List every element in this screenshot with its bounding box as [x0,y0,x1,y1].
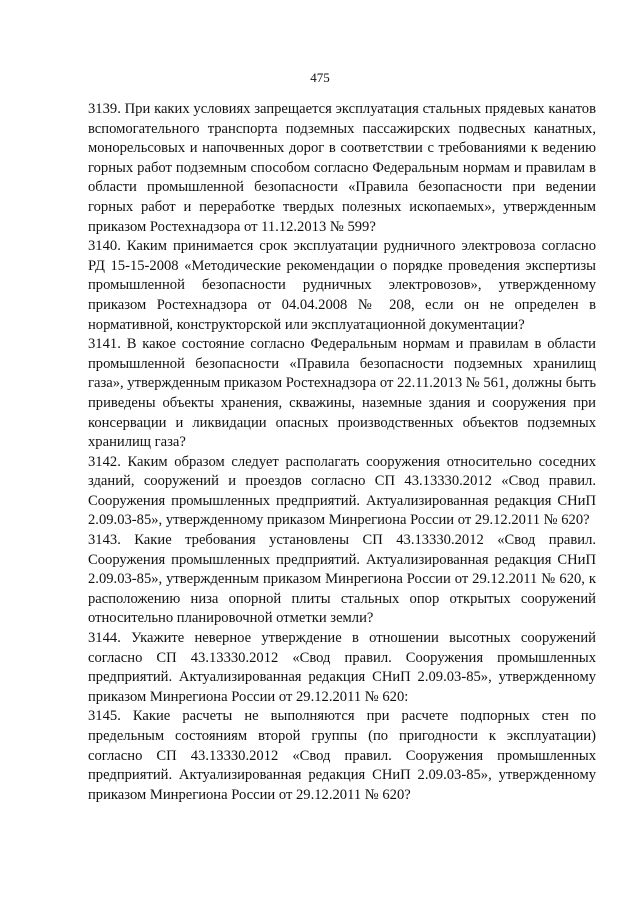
question-3141: 3141. В какое состояние согласно Федеральным нормам и правилам в области промышленной безопасности «Правила безопасности подземных хранилищ газа», утвержденным приказом Ростехнадзора от 22.11.2013 № 561, должны быть приведены объекты хранения, скважины, наземные здания и сооружения при консервации и ликвидации опасных производственных объектов подземных хранилищ газа? [88,336,596,451]
question-3143: 3143. Какие требования установлены СП 43.13330.2012 «Свод правил. Сооружения промышленных предприятий. Актуализированная редакция СНиП 2.09.03-85», утвержденным приказом Минрегиона России от 29.12.2011 № 620, к расположению низа опорной плиты стальных опор открытых сооружений относительно планировочной отметки земли? [88,532,596,627]
question-3139: 3139. При каких условиях запрещается эксплуатация стальных прядевых канатов вспомогательного транспорта подземных пассажирских подвесных канатных, монорельсовых и напочвенных дорог в соответствии с требованиями к ведению горных работ подземным способом согласно Федеральным нормам и правилам в области промышленной безопасности «Правила безопасности при ведении горных работ и переработке твердых полезных ископаемых», утвержденным приказом Ростехнадзора от 11.12.2013 № 599? [88,101,596,235]
question-3144: 3144. Укажите неверное утверждение в отношении высотных сооружений согласно СП 43.13330.2012 «Свод правил. Сооружения промышленных предприятий. Актуализированная редакция СНиП 2.09.03-85», утвержденному приказом Минрегиона России от 29.12.2011 № 620: [88,630,596,705]
question-3140: 3140. Каким принимается срок эксплуатации рудничного электровоза согласно РД 15-15-2008 «Методические рекомендации о порядке проведения экспертизы промышленной безопасности рудничных электровозов», утвержденному приказом Ростехнадзора от 04.04.2008 № 208, если он не определен в нормативной, конструкторской или эксплуатационной документации? [88,238,596,333]
question-list [88,100,596,805]
page-number: 475 [310,70,330,85]
question-3145: 3145. Какие расчеты не выполняются при расчете подпорных стен по предельным состояниям второй группы (по пригодности к эксплуатации) согласно СП 43.13330.2012 «Свод правил. Сооружения промышленных предприятий. Актуализированная редакция СНиП 2.09.03-85», утвержденному приказом Минрегиона России от 29.12.2011 № 620? [88,708,596,803]
question-3142: 3142. Каким образом следует располагать сооружения относительно соседних зданий, сооружений и проездов согласно СП 43.13330.2012 «Свод правил. Сооружения промышленных предприятий. Актуализированная редакция СНиП 2.09.03-85», утвержденному приказом Минрегиона России от 29.12.2011 № 620? [88,453,596,529]
